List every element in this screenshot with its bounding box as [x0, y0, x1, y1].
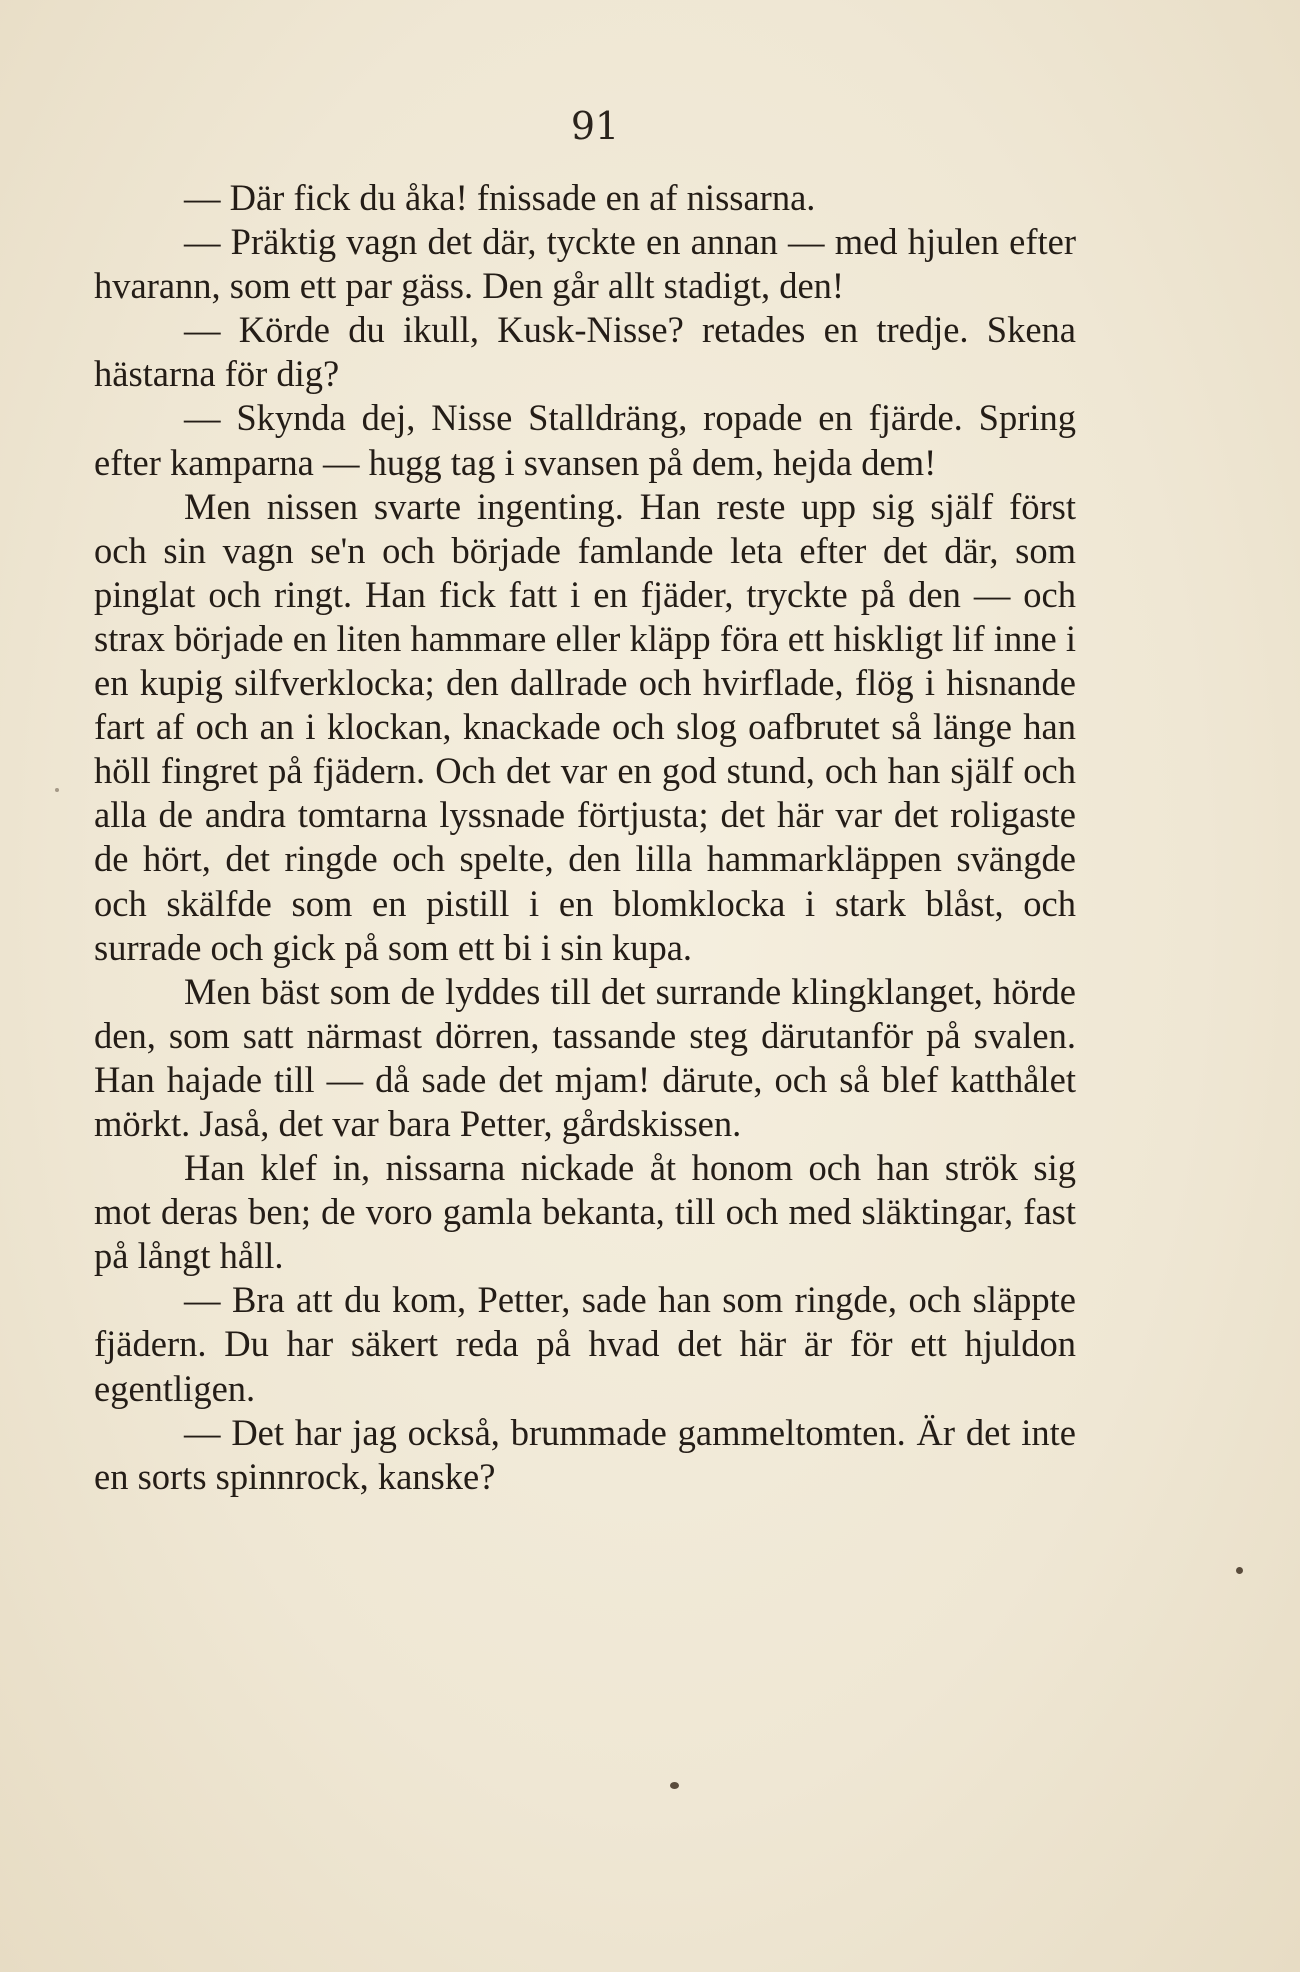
paper-speck — [1236, 1567, 1243, 1574]
paragraph: Han klef in, nissarna nickade åt honom och han strök sig mot deras ben; de voro gamla bekanta, till och med släktingar, fast på långt håll. — [94, 1147, 1076, 1277]
paragraph: — Det har jag också, brummade gammeltomten. Är det inte en sorts spinnrock, kanske? — [94, 1411, 1076, 1497]
body-text — [94, 176, 1076, 1499]
paragraph: Men nissen svarte ingenting. Han reste upp sig själf först och sin vagn se'n och började famlande leta efter det där, som pinglat och ringt. Han fick fatt i en fjäder, tryckte på den — och strax började en liten hammare eller kläpp föra ett hiskligt lif inne i en kupig silfverklocka; den dallrade och hvirflade, flög i hisnande fart af och an i klockan, knackade och slog oafbrutet så länge han höll fingret på fjädern. Och det var en god stund, och han själf och alla de andra tomtarna lyssnade förtjusta; det här var det roligaste de hört, det ringde och spelte, den lilla hammarkläppen svängde och skälfde som en pistill i en blomklocka i stark blåst, och surrade och gick på som ett bi i sin kupa. — [94, 485, 1076, 968]
page-number: 91 — [570, 104, 620, 148]
paper-speck — [670, 1782, 679, 1789]
paragraph: — Där fick du åka! fnissade en af nissarna. — [184, 177, 816, 218]
paragraph: — Skynda dej, Nisse Stalldräng, ropade en fjärde. Spring efter kamparna — hugg tag i svansen på dem, hejda dem! — [94, 397, 1076, 483]
paragraph: — Bra att du kom, Petter, sade han som ringde, och släppte fjädern. Du har säkert reda på hvad det här är för ett hjuldon egentligen. — [94, 1279, 1076, 1409]
paragraph: Men bäst som de lyddes till det surrande klingklanget, hörde den, som satt närmast dörren, tassande steg därutanför på svalen. Han hajade till — då sade det mjam! därute, och så blef katthålet mörkt. Jaså, det var bara Petter, gårdskissen. — [94, 970, 1076, 1144]
paragraph: — Körde du ikull, Kusk-Nisse? retades en tredje. Skena hästarna för dig? — [94, 309, 1076, 395]
paper-speck — [55, 788, 59, 792]
paragraph: — Präktig vagn det där, tyckte en annan — med hjulen efter hvarann, som ett par gäss. Den går allt stadigt, den! — [94, 221, 1076, 307]
